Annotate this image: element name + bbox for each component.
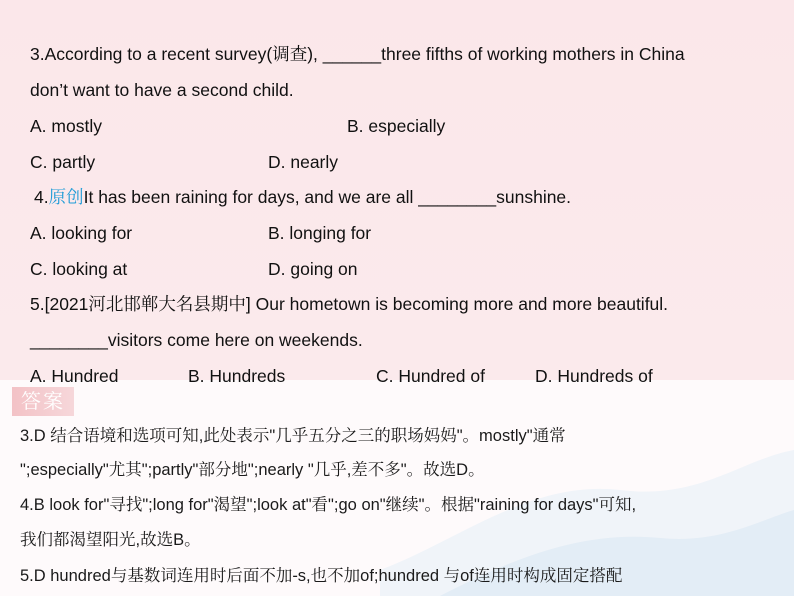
q4-text: It has been raining for days, and we are all ________sunshine. bbox=[83, 187, 572, 207]
answer-3-line1: 3.D 结合语境和选项可知,此处表示"几乎五分之三的职场妈妈"。mostly"通常 bbox=[20, 427, 566, 445]
q5-option-b: B. Hundreds bbox=[188, 366, 286, 386]
q5-stem-line2: ________visitors come here on weekends. bbox=[30, 330, 363, 350]
q3-option-c: C. partly bbox=[30, 152, 96, 172]
q5-option-a: A. Hundred bbox=[30, 366, 119, 386]
q4-option-a: A. looking for bbox=[30, 223, 133, 243]
q5-option-d: D. Hundreds of bbox=[535, 366, 653, 386]
q4-option-c: C. looking at bbox=[30, 259, 128, 279]
q5-stem-line1: 5.[2021河北邯郸大名县期中] Our hometown is becoming more and more beautiful. bbox=[30, 294, 669, 314]
q5-option-c: C. Hundred of bbox=[376, 366, 485, 386]
q3-option-d: D. nearly bbox=[268, 152, 339, 172]
answer-3-line2: ";especially"尤其";partly"部分地";nearly "几乎,差不多"。故选D。 bbox=[20, 461, 485, 479]
q3-stem-line1: 3.According to a recent survey(调查), ______three fifths of working mothers in China bbox=[30, 44, 685, 64]
q3-option-a: A. mostly bbox=[30, 116, 102, 136]
answer-5-line1: 5.D hundred与基数词连用时后面不加-s,也不加of;hundred 与of连用时构成固定搭配 bbox=[20, 567, 623, 585]
q4-option-b: B. longing for bbox=[268, 223, 372, 243]
q4-stem bbox=[34, 185, 571, 209]
original-tag: 原创 bbox=[48, 187, 84, 207]
q4-option-d: D. going on bbox=[268, 259, 358, 279]
answer-banner: 答案 bbox=[12, 387, 74, 416]
q4-number: 4. bbox=[34, 187, 49, 207]
q3-stem-line2: don’t want to have a second child. bbox=[30, 80, 294, 100]
answer-4-line1: 4.B look for"寻找";long for"渴望";look at"看";go on"继续"。根据"raining for days"可知, bbox=[20, 496, 637, 514]
answer-4-line2: 我们都渴望阳光,故选B。 bbox=[20, 531, 201, 549]
q3-option-b: B. especially bbox=[347, 116, 446, 136]
